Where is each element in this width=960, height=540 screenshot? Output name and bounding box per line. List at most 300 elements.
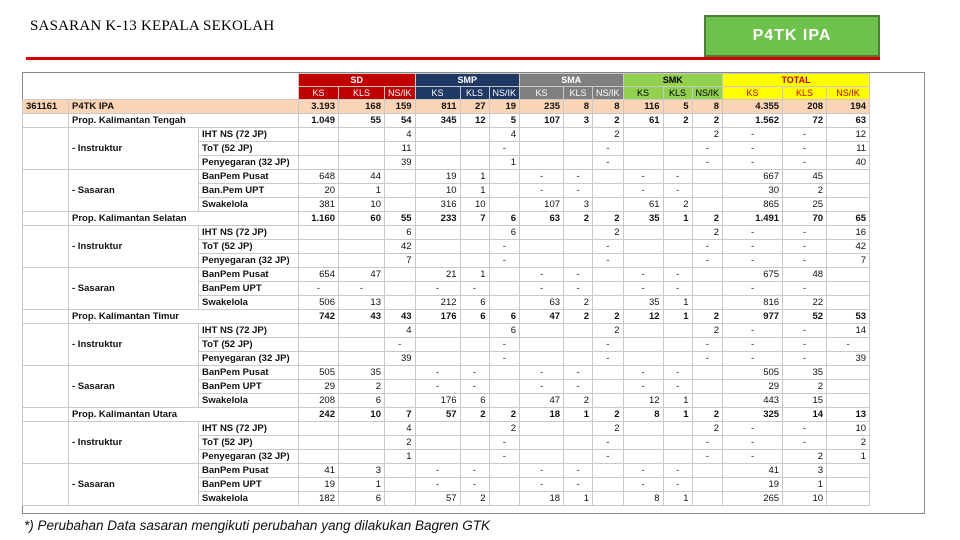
value-cell: 10 <box>339 198 385 212</box>
value-cell <box>623 436 663 450</box>
value-cell: 8 <box>623 408 663 422</box>
value-cell: 3 <box>564 114 593 128</box>
value-cell <box>385 198 416 212</box>
value-cell <box>593 464 624 478</box>
value-cell: - <box>415 464 460 478</box>
value-cell <box>520 422 564 436</box>
value-cell: 39 <box>385 352 416 366</box>
value-cell: - <box>520 366 564 380</box>
table-row <box>23 464 870 478</box>
value-cell <box>623 324 663 338</box>
value-cell: 57 <box>415 408 460 422</box>
value-cell <box>520 226 564 240</box>
value-cell <box>385 464 416 478</box>
value-cell <box>460 436 489 450</box>
value-cell <box>460 226 489 240</box>
value-cell <box>520 128 564 142</box>
value-cell <box>489 198 520 212</box>
group-label: - Instruktur <box>69 128 199 170</box>
value-cell: - <box>783 254 827 268</box>
item-label: IHT NS (72 JP) <box>199 324 299 338</box>
table-row <box>23 268 870 282</box>
value-cell <box>460 338 489 352</box>
value-cell: 233 <box>415 212 460 226</box>
item-label: IHT NS (72 JP) <box>199 226 299 240</box>
value-cell: 8 <box>692 100 723 114</box>
summary-row <box>23 100 870 114</box>
value-cell <box>663 450 692 464</box>
value-cell: 1.562 <box>723 114 783 128</box>
value-cell <box>339 352 385 366</box>
value-cell <box>593 394 624 408</box>
value-cell <box>299 254 339 268</box>
value-cell: 1 <box>564 492 593 506</box>
value-cell <box>692 268 723 282</box>
value-cell <box>623 422 663 436</box>
value-cell <box>415 128 460 142</box>
value-cell: 2 <box>593 408 624 422</box>
value-cell <box>385 394 416 408</box>
value-cell <box>564 142 593 156</box>
value-cell <box>623 352 663 366</box>
value-cell: 977 <box>723 310 783 324</box>
group-label: - Sasaran <box>69 170 199 212</box>
value-cell <box>385 282 416 296</box>
value-cell <box>593 184 624 198</box>
value-cell <box>460 324 489 338</box>
value-cell: 43 <box>385 310 416 324</box>
header-spacer <box>23 74 299 87</box>
value-cell <box>663 128 692 142</box>
value-cell: 2 <box>692 408 723 422</box>
value-cell: 63 <box>520 212 564 226</box>
value-cell: - <box>723 282 783 296</box>
value-cell: - <box>783 352 827 366</box>
value-cell: - <box>783 282 827 296</box>
value-cell <box>593 170 624 184</box>
value-cell: 42 <box>827 240 870 254</box>
value-cell: - <box>783 156 827 170</box>
value-cell: 6 <box>489 226 520 240</box>
value-cell <box>385 380 416 394</box>
value-cell <box>339 338 385 352</box>
value-cell: 742 <box>299 310 339 324</box>
value-cell <box>299 156 339 170</box>
value-cell: 1.160 <box>299 212 339 226</box>
value-cell: 2 <box>692 422 723 436</box>
value-cell: 15 <box>783 394 827 408</box>
value-cell: 325 <box>723 408 783 422</box>
value-cell: 667 <box>723 170 783 184</box>
value-cell: - <box>460 464 489 478</box>
value-cell <box>339 254 385 268</box>
value-cell: - <box>564 268 593 282</box>
group-header-row <box>23 74 870 87</box>
value-cell <box>692 296 723 310</box>
value-cell: 6 <box>460 394 489 408</box>
value-cell <box>564 156 593 170</box>
value-cell: - <box>460 366 489 380</box>
value-cell: 443 <box>723 394 783 408</box>
value-cell: - <box>564 478 593 492</box>
value-cell <box>593 492 624 506</box>
value-cell: 1 <box>339 478 385 492</box>
value-cell: - <box>723 352 783 366</box>
value-cell: 2 <box>564 296 593 310</box>
value-cell: - <box>415 366 460 380</box>
value-cell <box>385 170 416 184</box>
value-cell: 10 <box>827 422 870 436</box>
value-cell <box>827 366 870 380</box>
value-cell: 16 <box>827 226 870 240</box>
value-cell: - <box>339 282 385 296</box>
value-cell: 18 <box>520 492 564 506</box>
value-cell: - <box>663 366 692 380</box>
value-cell <box>663 226 692 240</box>
value-cell: - <box>415 478 460 492</box>
value-cell: 8 <box>564 100 593 114</box>
value-cell: 63 <box>827 114 870 128</box>
value-cell: 506 <box>299 296 339 310</box>
item-label: ToT (52 JP) <box>199 436 299 450</box>
blank-cell <box>23 464 69 506</box>
sub-header-cell: KLS <box>783 87 827 100</box>
value-cell <box>339 436 385 450</box>
value-cell: 70 <box>783 212 827 226</box>
blank-cell <box>23 128 69 170</box>
value-cell: 72 <box>783 114 827 128</box>
value-cell <box>339 128 385 142</box>
value-cell: 242 <box>299 408 339 422</box>
group-header-sd: SD <box>299 74 416 87</box>
value-cell: 35 <box>339 366 385 380</box>
value-cell: - <box>489 338 520 352</box>
value-cell <box>489 296 520 310</box>
value-cell <box>339 324 385 338</box>
value-cell: 865 <box>723 198 783 212</box>
blank-cell <box>23 268 69 310</box>
value-cell: - <box>723 142 783 156</box>
value-cell <box>489 464 520 478</box>
value-cell: - <box>783 338 827 352</box>
value-cell: 12 <box>623 394 663 408</box>
value-cell <box>623 128 663 142</box>
value-cell <box>520 450 564 464</box>
province-row <box>23 114 870 128</box>
value-cell: 107 <box>520 198 564 212</box>
value-cell: 61 <box>623 198 663 212</box>
value-cell: 316 <box>415 198 460 212</box>
sub-header-cell: KLS <box>339 87 385 100</box>
sub-header-row <box>23 87 870 100</box>
value-cell: - <box>520 170 564 184</box>
value-cell <box>663 240 692 254</box>
value-cell: 21 <box>415 268 460 282</box>
value-cell: 1.491 <box>723 212 783 226</box>
header-spacer <box>23 87 299 100</box>
value-cell: - <box>520 478 564 492</box>
value-cell: 505 <box>723 366 783 380</box>
value-cell <box>415 422 460 436</box>
title-underline <box>26 57 880 60</box>
value-cell: 10 <box>460 198 489 212</box>
value-cell: 1 <box>663 408 692 422</box>
value-cell <box>692 492 723 506</box>
table-row <box>23 128 870 142</box>
item-label: BanPem Pusat <box>199 268 299 282</box>
value-cell: 57 <box>415 492 460 506</box>
value-cell: 63 <box>520 296 564 310</box>
value-cell <box>385 296 416 310</box>
value-cell: - <box>623 268 663 282</box>
province-row <box>23 310 870 324</box>
value-cell: 2 <box>692 212 723 226</box>
value-cell: - <box>623 282 663 296</box>
value-cell: 5 <box>489 114 520 128</box>
value-cell: 505 <box>299 366 339 380</box>
value-cell <box>299 450 339 464</box>
value-cell: - <box>623 380 663 394</box>
value-cell: - <box>520 380 564 394</box>
value-cell: - <box>723 324 783 338</box>
sub-header-cell: KS <box>415 87 460 100</box>
value-cell <box>564 254 593 268</box>
value-cell: 4 <box>385 128 416 142</box>
value-cell: 10 <box>783 492 827 506</box>
value-cell <box>593 268 624 282</box>
value-cell: 116 <box>623 100 663 114</box>
blank-cell <box>23 310 69 324</box>
value-cell <box>663 142 692 156</box>
province-label: Prop. Kalimantan Utara <box>69 408 299 422</box>
value-cell <box>385 492 416 506</box>
value-cell: 6 <box>339 492 385 506</box>
value-cell: - <box>460 478 489 492</box>
value-cell <box>593 282 624 296</box>
value-cell: 2 <box>593 212 624 226</box>
value-cell <box>663 156 692 170</box>
value-cell: - <box>623 478 663 492</box>
value-cell <box>663 254 692 268</box>
value-cell: - <box>489 254 520 268</box>
blank-cell <box>23 324 69 366</box>
group-label: - Sasaran <box>69 366 199 408</box>
value-cell: 2 <box>783 450 827 464</box>
value-cell: - <box>783 422 827 436</box>
value-cell <box>663 436 692 450</box>
value-cell: - <box>520 268 564 282</box>
value-cell <box>299 324 339 338</box>
value-cell <box>827 478 870 492</box>
province-row <box>23 408 870 422</box>
value-cell: - <box>783 142 827 156</box>
item-label: ToT (52 JP) <box>199 142 299 156</box>
value-cell: 1 <box>385 450 416 464</box>
value-cell: - <box>460 380 489 394</box>
value-cell: 45 <box>783 170 827 184</box>
value-cell: - <box>593 254 624 268</box>
value-cell: 1 <box>663 492 692 506</box>
value-cell: 2 <box>663 198 692 212</box>
value-cell <box>663 422 692 436</box>
value-cell <box>827 282 870 296</box>
value-cell: 7 <box>385 254 416 268</box>
value-cell: 381 <box>299 198 339 212</box>
value-cell: 182 <box>299 492 339 506</box>
value-cell: 53 <box>827 310 870 324</box>
group-label: - Sasaran <box>69 268 199 310</box>
item-label: Penyegaran (32 JP) <box>199 352 299 366</box>
value-cell: 35 <box>623 296 663 310</box>
value-cell: 1 <box>460 184 489 198</box>
value-cell <box>339 142 385 156</box>
value-cell: 3.193 <box>299 100 339 114</box>
value-cell <box>415 156 460 170</box>
value-cell <box>385 478 416 492</box>
value-cell: 235 <box>520 100 564 114</box>
value-cell: - <box>663 282 692 296</box>
value-cell <box>593 380 624 394</box>
value-cell <box>489 184 520 198</box>
value-cell: 2 <box>783 184 827 198</box>
value-cell <box>415 324 460 338</box>
value-cell: 41 <box>299 464 339 478</box>
value-cell <box>520 324 564 338</box>
value-cell <box>299 436 339 450</box>
value-cell: 6 <box>460 296 489 310</box>
value-cell <box>692 170 723 184</box>
value-cell: - <box>593 436 624 450</box>
value-cell: 54 <box>385 114 416 128</box>
value-cell <box>593 296 624 310</box>
p4tk-badge: P4TK IPA <box>704 15 880 57</box>
value-cell <box>520 240 564 254</box>
code-cell: 361161 <box>23 100 69 114</box>
value-cell <box>827 184 870 198</box>
item-label: ToT (52 JP) <box>199 338 299 352</box>
value-cell: - <box>623 366 663 380</box>
value-cell: 168 <box>339 100 385 114</box>
value-cell: 14 <box>827 324 870 338</box>
value-cell: 176 <box>415 394 460 408</box>
value-cell: - <box>593 142 624 156</box>
value-cell <box>460 156 489 170</box>
value-cell <box>489 394 520 408</box>
value-cell: - <box>489 240 520 254</box>
value-cell: 1 <box>783 478 827 492</box>
value-cell: 1 <box>827 450 870 464</box>
value-cell <box>299 352 339 366</box>
value-cell: 159 <box>385 100 416 114</box>
value-cell <box>564 436 593 450</box>
value-cell: 2 <box>460 492 489 506</box>
value-cell: 1 <box>460 170 489 184</box>
value-cell <box>564 226 593 240</box>
value-cell <box>827 394 870 408</box>
value-cell: 265 <box>723 492 783 506</box>
value-cell: - <box>489 142 520 156</box>
value-cell: - <box>460 282 489 296</box>
value-cell: - <box>692 240 723 254</box>
value-cell: - <box>564 170 593 184</box>
value-cell: 2 <box>593 310 624 324</box>
value-cell: 47 <box>520 310 564 324</box>
value-cell: 2 <box>593 324 624 338</box>
value-cell <box>827 268 870 282</box>
sub-header-cell: NS/IK <box>692 87 723 100</box>
value-cell: 25 <box>783 198 827 212</box>
value-cell: 11 <box>385 142 416 156</box>
value-cell: - <box>663 478 692 492</box>
value-cell <box>415 240 460 254</box>
value-cell <box>299 226 339 240</box>
blank-cell <box>23 422 69 464</box>
value-cell: 2 <box>827 436 870 450</box>
group-header-total: TOTAL <box>723 74 870 87</box>
value-cell <box>339 156 385 170</box>
value-cell: - <box>723 436 783 450</box>
value-cell: 47 <box>339 268 385 282</box>
value-cell: 107 <box>520 114 564 128</box>
value-cell: 345 <box>415 114 460 128</box>
value-cell: 1 <box>564 408 593 422</box>
value-cell: - <box>692 352 723 366</box>
value-cell: 6 <box>489 324 520 338</box>
value-cell: 48 <box>783 268 827 282</box>
value-cell: - <box>783 240 827 254</box>
value-cell: 10 <box>415 184 460 198</box>
blank-cell <box>23 212 69 226</box>
value-cell: 19 <box>415 170 460 184</box>
value-cell: 4 <box>385 422 416 436</box>
table-row <box>23 226 870 240</box>
province-label: Prop. Kalimantan Timur <box>69 310 299 324</box>
value-cell <box>623 142 663 156</box>
value-cell: 12 <box>623 310 663 324</box>
value-cell <box>623 254 663 268</box>
group-header-smp: SMP <box>415 74 520 87</box>
sub-header-cell: NS/IK <box>489 87 520 100</box>
value-cell: 35 <box>783 366 827 380</box>
item-label: BanPem Pusat <box>199 464 299 478</box>
value-cell <box>339 450 385 464</box>
value-cell <box>593 366 624 380</box>
value-cell <box>827 170 870 184</box>
value-cell: 4 <box>489 128 520 142</box>
value-cell <box>415 436 460 450</box>
province-label: Prop. Kalimantan Tengah <box>69 114 299 128</box>
value-cell: 2 <box>593 422 624 436</box>
value-cell <box>692 478 723 492</box>
value-cell <box>520 436 564 450</box>
value-cell <box>299 422 339 436</box>
value-cell <box>489 268 520 282</box>
value-cell <box>415 450 460 464</box>
value-cell: 2 <box>460 408 489 422</box>
item-label: IHT NS (72 JP) <box>199 128 299 142</box>
value-cell: - <box>489 450 520 464</box>
group-header-smk: SMK <box>623 74 723 87</box>
value-cell <box>564 422 593 436</box>
value-cell <box>623 226 663 240</box>
value-cell: - <box>663 268 692 282</box>
value-cell: 27 <box>460 100 489 114</box>
value-cell <box>564 352 593 366</box>
value-cell: - <box>520 184 564 198</box>
value-cell: 2 <box>593 226 624 240</box>
value-cell <box>623 240 663 254</box>
value-cell <box>623 450 663 464</box>
